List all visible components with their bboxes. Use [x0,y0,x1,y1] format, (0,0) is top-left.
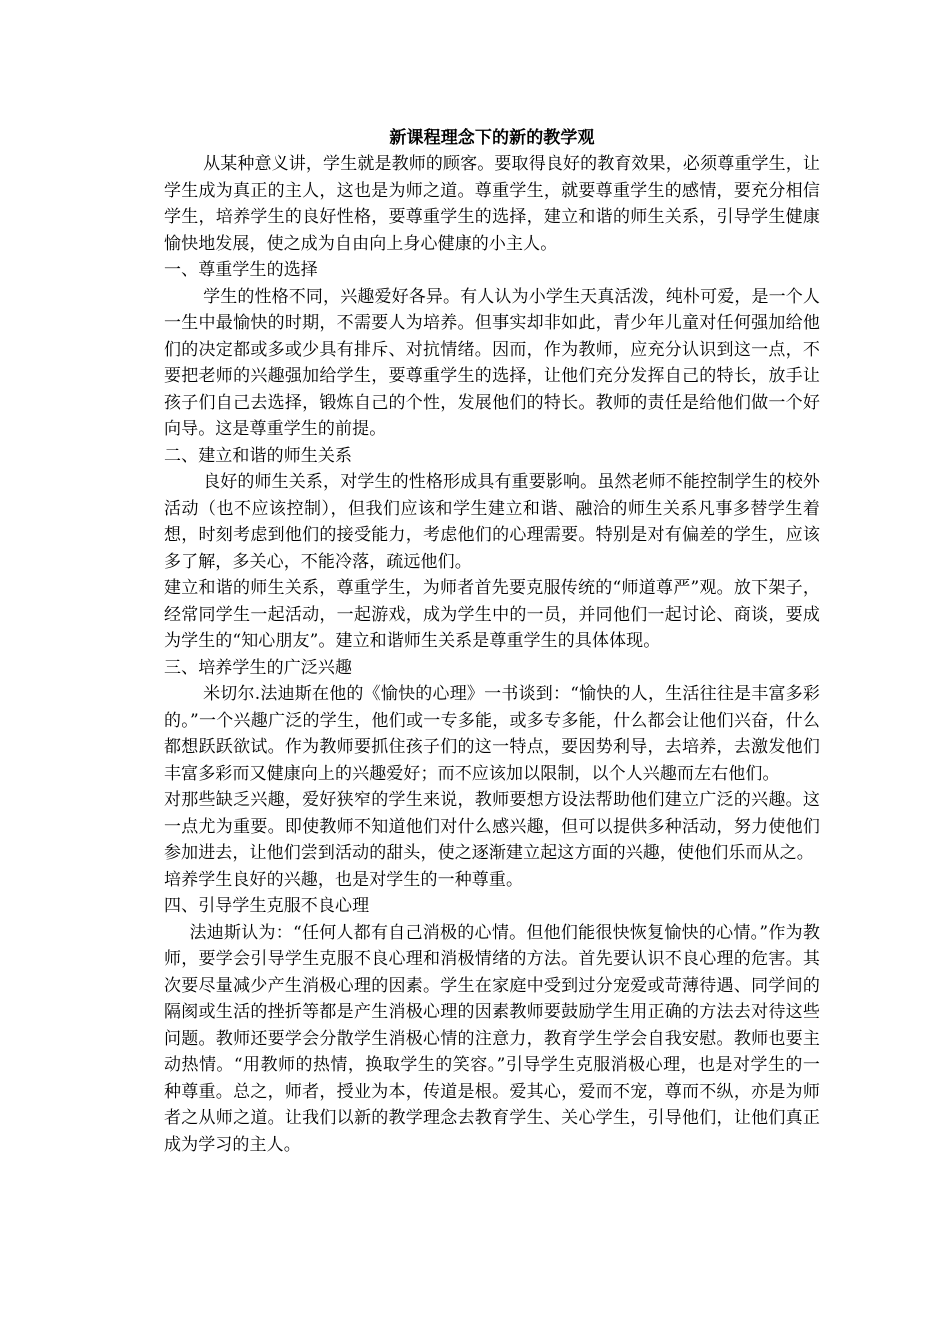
section-1-paragraph-1: 学生的性格不同，兴趣爱好各异。有人认为小学生天真活泼，纯朴可爱，是一个人一生中最愉快的时期，不需要人为培养。但事实却非如此，青少年儿童对任何强加给他们的决定都或多或少具有排斥、对抗情绪。因而，作为教师，应充分认识到这一点，不要把老师的兴趣强加给学生，要尊重学生的选择，让他们充分发挥自己的特长，放手让孩子们自己去选择，锻炼自己的个性，发展他们的特长。教师的责任是给他们做一个好向导。这是尊重学生的前提。 [164,286,820,439]
section-heading-4: 四、引导学生克服不良心理 [164,896,370,916]
document-body [164,125,820,1158]
intro-paragraph: 从某种意义讲，学生就是教师的顾客。要取得良好的教育效果，必须尊重学生，让学生成为真正的主人，这也是为师之道。尊重学生，就要尊重学生的感情，要充分相信学生，培养学生的良好性格，要尊重学生的选择，建立和谐的师生关系，引导学生健康愉快地发展，使之成为自由向上身心健康的小主人。 [164,154,820,254]
section-3-paragraph-1: 米切尔.法迪斯在他的《愉快的心理》一书谈到：“愉快的人，生活往往是丰富多彩的。”一个兴趣广泛的学生，他们或一专多能，或多专多能，什么都会让他们兴奋，什么都想跃跃欲试。作为教师要抓住孩子们的这一特点，要因势利导，去培养，去激发他们丰富多彩而又健康向上的兴趣爱好；而不应该加以限制，以个人兴趣而左右他们。 [164,684,820,784]
section-heading-1: 一、尊重学生的选择 [164,260,318,280]
section-3-paragraph-2: 对那些缺乏兴趣，爱好狭窄的学生来说，教师要想方设法帮助他们建立广泛的兴趣。这一点尤为重要。即使教师不知道他们对什么感兴趣，但可以提供多种活动，努力使他们参加进去，让他们尝到活动的甜头，使之逐渐建立起这方面的兴趣，使他们乐而从之。 [164,790,820,863]
section-4-paragraph-1: 法迪斯认为：“任何人都有自己消极的心情。但他们能很快恢复愉快的心情。”作为教师，要学会引导学生克服不良心理和消极情绪的方法。首先要认识不良心理的危害。其次要尽量减少产生消极心理的因素。学生在家庭中受到过分宠爱或苛薄待遇、同学间的隔阂或生活的挫折等都是产生消极心理的因素教师要鼓励学生用正确的方法去对待这些问题。教师还要学会分散学生消极心情的注意力，教育学生学会自我安慰。教师也要主动热情。“用教师的热情，换取学生的笑容。”引导学生克服消极心理，也是对学生的一种尊重。总之，师者，授业为本，传道是根。爱其心，爱而不宠，尊而不纵，亦是为师者之从师之道。让我们以新的教学理念去教育学生、关心学生，引导他们，让他们真正成为学习的主人。 [164,922,820,1155]
section-2-paragraph-1: 良好的师生关系，对学生的性格形成具有重要影响。虽然老师不能控制学生的校外活动（也不应该控制），但我们应该和学生建立和谐、融洽的师生关系凡事多替学生着想，时刻考虑到他们的接受能力，考虑他们的心理需要。特别是对有偏差的学生，应该多了解，多关心，不能冷落，疏远他们。 [164,472,820,572]
section-2-paragraph-2: 建立和谐的师生关系，尊重学生，为师者首先要克服传统的“师道尊严”观。放下架子，经常同学生一起活动，一起游戏，成为学生中的一员，并同他们一起讨论、商谈，要成为学生的“知心朋友”。建立和谐师生关系是尊重学生的具体体现。 [164,578,820,651]
section-heading-3: 三、培养学生的广泛兴趣 [164,657,353,678]
section-heading-2: 二、建立和谐的师生关系 [164,445,353,466]
document-title: 新课程理念下的新的教学观 [389,128,595,148]
section-3-paragraph-3: 培养学生良好的兴趣，也是对学生的一种尊重。 [164,869,524,890]
